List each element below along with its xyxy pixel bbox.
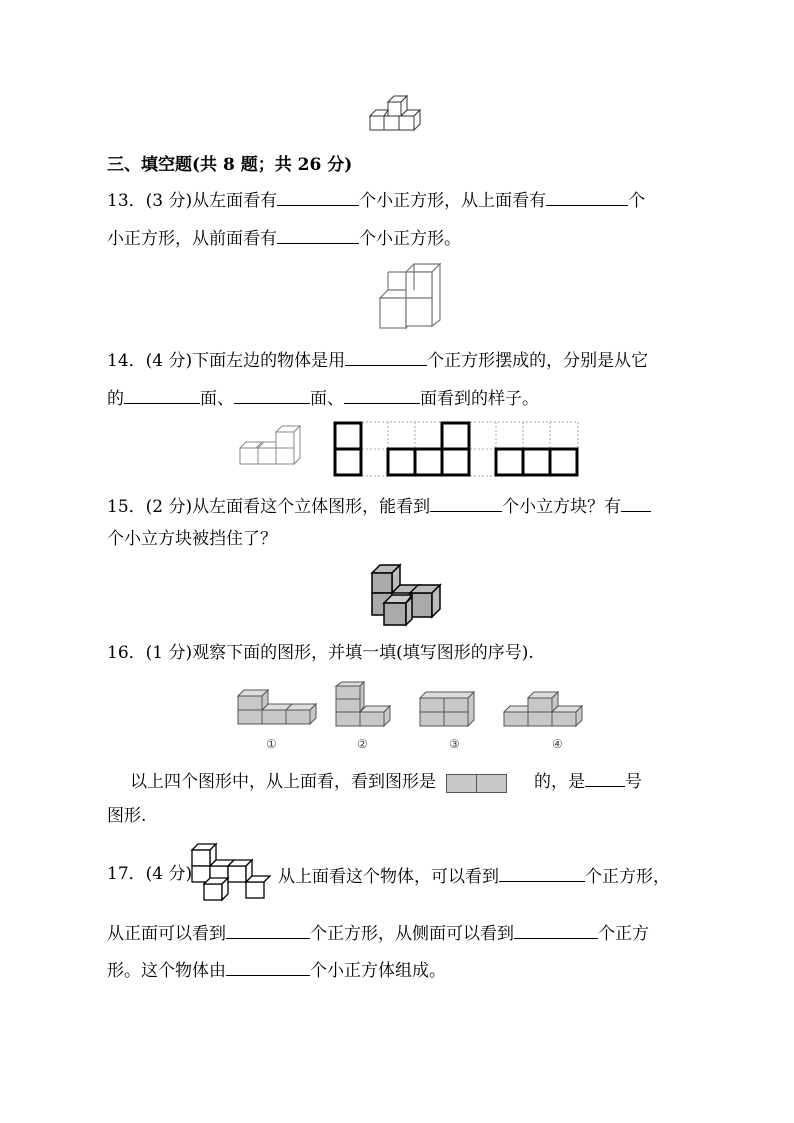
q13-line2 xyxy=(107,225,461,250)
q15-blank-2[interactable] xyxy=(621,493,651,512)
q17-text: 形。这个物体由 xyxy=(107,961,226,981)
q16-line3: 图形. xyxy=(107,806,147,826)
q16-number: 16．(1 分) xyxy=(107,643,193,663)
q13-number: 13．(3 分) xyxy=(107,191,193,211)
q17-text: 个正方 xyxy=(598,924,649,944)
q13-text: 从左面看有 xyxy=(192,191,278,211)
q16-text: 观察下面的图形，并填一填(填写图形的序号). xyxy=(192,643,534,663)
q13-text: 小正方形，从前面看有 xyxy=(107,229,277,249)
q16-text: 的，是 xyxy=(534,772,585,792)
q17-text: 从正面可以看到 xyxy=(107,924,226,944)
q17-text: 个正方形， xyxy=(585,867,670,887)
q17-line2 xyxy=(107,920,649,945)
q17-text: 从上面看这个物体，可以看到 xyxy=(278,867,499,887)
q15-line1 xyxy=(107,493,651,518)
view-2-top xyxy=(442,423,469,449)
q17-text: 个小正方体组成。 xyxy=(310,961,446,981)
q17-blank-1[interactable] xyxy=(499,863,585,882)
q14-line2 xyxy=(107,385,539,410)
view-2-c xyxy=(442,449,469,475)
q15-cube-figure xyxy=(370,563,446,627)
q15-line2: 个小立方块被挡住了？ xyxy=(107,529,277,549)
q16-text: 以上四个图形中，从上面看，看到图形是 xyxy=(130,772,436,792)
q13-blank-1[interactable] xyxy=(277,187,359,206)
q15-number: 15．(2 分) xyxy=(107,497,193,517)
q16-label-3: ③ xyxy=(449,737,460,751)
q17-line1 xyxy=(278,863,670,888)
q14-text: 面看到的样子。 xyxy=(420,389,539,409)
q14-text: 个正方形摆成的，分别是从它 xyxy=(427,351,649,371)
view-1-bottom xyxy=(335,449,361,475)
q14-text: 的 xyxy=(107,389,124,409)
view-3-a xyxy=(496,449,523,475)
q17-blank-2[interactable] xyxy=(226,920,310,939)
q17-text: 个正方形，从侧面可以看到 xyxy=(310,924,514,944)
q13-cube-figure xyxy=(372,262,444,334)
q16-text: 号 xyxy=(625,772,642,792)
q13-text: 个小正方形。 xyxy=(359,229,461,249)
q16-label-4: ④ xyxy=(552,737,563,751)
q14-line1 xyxy=(107,347,648,372)
q14-text: 面、 xyxy=(310,389,344,409)
q13-blank-3[interactable] xyxy=(277,225,359,244)
q14-blank-4[interactable] xyxy=(344,385,420,404)
q17-cube-figure xyxy=(188,842,268,904)
q16-shape-two-squares xyxy=(446,774,506,792)
q13-text: 个 xyxy=(628,191,646,211)
q15-text: 从左面看这个立体图形，能看到 xyxy=(192,497,431,517)
view-2-a xyxy=(388,449,415,475)
q16-blank-1[interactable] xyxy=(585,768,625,787)
q15-text: 个小立方块？有 xyxy=(502,497,622,517)
q13-text: 个小正方形，从上面看有 xyxy=(359,191,547,211)
q14-blank-2[interactable] xyxy=(124,385,200,404)
view-2-b xyxy=(415,449,442,475)
q14-text: 下面左边的物体是用 xyxy=(192,351,346,371)
q13-blank-2[interactable] xyxy=(546,187,628,206)
q17-line3 xyxy=(107,957,446,982)
q14-blank-3[interactable] xyxy=(234,385,310,404)
q17-blank-4[interactable] xyxy=(226,957,310,976)
top-cube-figure xyxy=(368,96,428,138)
q13-line1 xyxy=(107,187,645,212)
view-3-c xyxy=(550,449,577,475)
view-1-top xyxy=(335,423,361,449)
q16-figures xyxy=(236,682,586,732)
q15-blank-1[interactable] xyxy=(430,493,502,512)
q16-line1 xyxy=(107,642,534,664)
q14-blank-1[interactable] xyxy=(345,347,427,366)
section-title: 三、填空题(共 8 题；共 26 分) xyxy=(107,155,353,175)
q14-text: 面、 xyxy=(200,389,234,409)
q14-object-figure xyxy=(238,424,304,468)
q14-views-grid xyxy=(332,420,580,478)
q14-number: 14．(4 分) xyxy=(107,351,193,371)
q16-label-1: ① xyxy=(266,737,277,751)
view-3-b xyxy=(523,449,550,475)
q17-number: 17．(4 分) xyxy=(107,864,193,884)
q17-blank-3[interactable] xyxy=(514,920,598,939)
q16-line2 xyxy=(130,768,642,793)
q16-label-2: ② xyxy=(357,737,368,751)
